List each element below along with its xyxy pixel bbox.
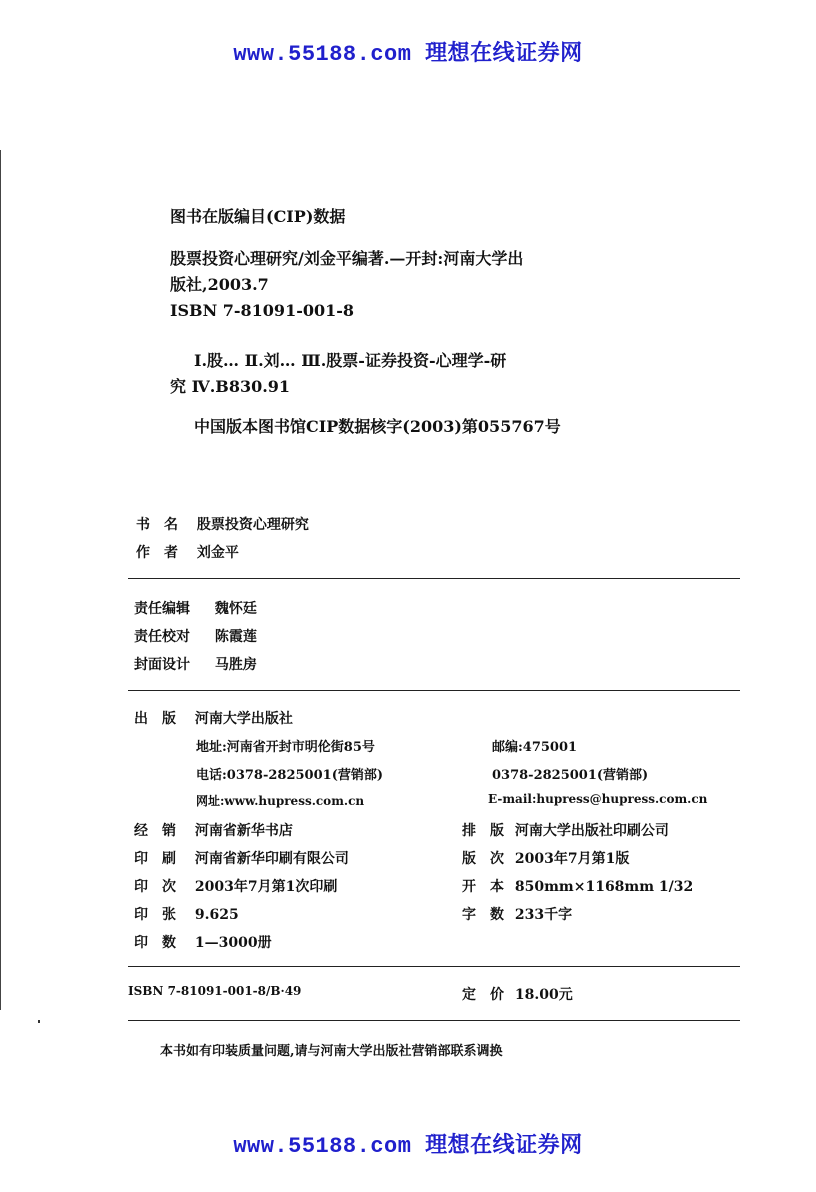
design-label: 封面设计	[134, 657, 190, 673]
printer-label: 印 刷	[134, 851, 176, 867]
divider	[128, 690, 740, 691]
design: 马胜房	[214, 657, 257, 673]
cip-block	[170, 246, 730, 324]
cip-line1: 股票投资心理研究/刘金平编著.—开封:河南大学出	[170, 249, 524, 268]
price-row	[462, 984, 573, 1004]
format-row	[462, 876, 693, 896]
watermark-site: 理想在线证券网	[425, 41, 583, 66]
book-author-row	[136, 542, 239, 562]
cip-subjects	[170, 348, 730, 400]
printer-row	[134, 848, 349, 868]
copies-label: 印 数	[134, 935, 176, 951]
typeset-row	[462, 820, 669, 840]
words-label: 字 数	[462, 907, 504, 923]
proof: 陈霞莲	[214, 629, 257, 645]
divider	[128, 966, 740, 967]
watermark-url: www.55188.com	[233, 42, 412, 67]
publisher-phone2: 0378-2825001(营销部)	[492, 768, 649, 783]
distributor-label: 经 销	[134, 823, 176, 839]
publisher-row	[134, 708, 293, 728]
book-title: 股票投资心理研究	[196, 517, 309, 533]
watermark-site: 理想在线证券网	[425, 1133, 583, 1158]
print-row	[134, 876, 337, 896]
publisher-postcode: 邮编:475001	[492, 740, 578, 755]
typeset-label: 排 版	[462, 823, 504, 839]
price-label: 定 价	[462, 987, 504, 1003]
publisher-phone: 电话:0378-2825001(营销部)	[196, 768, 383, 783]
cip-line4: Ⅰ.股… Ⅱ.刘… Ⅲ.股票-证券投资-心理学-研	[194, 351, 507, 370]
cip-line5: 究 Ⅳ.B830.91	[170, 377, 291, 396]
printer: 河南省新华印刷有限公司	[194, 851, 349, 867]
isbn-code: ISBN 7-81091-001-8/B·49	[128, 984, 302, 998]
editor-label: 责任编辑	[134, 601, 190, 617]
publisher-name: 河南大学出版社	[194, 711, 293, 727]
editor-row	[134, 598, 257, 618]
design-row	[134, 654, 257, 674]
cip-line2: 版社,2003.7	[170, 275, 269, 294]
publisher-email: E-mail:hupress@hupress.com.cn	[488, 792, 708, 806]
book-title-label: 书 名	[136, 517, 178, 533]
book-author-label: 作 者	[136, 545, 178, 561]
editor: 魏怀廷	[214, 601, 257, 617]
print: 2003年7月第1次印刷	[194, 879, 338, 895]
edition-label: 版 次	[462, 851, 504, 867]
watermark-bottom	[0, 1128, 816, 1159]
scan-speck	[38, 1020, 40, 1023]
price-value: 18.00元	[514, 987, 573, 1003]
sheets: 9.625	[194, 907, 239, 923]
divider	[128, 1020, 740, 1021]
copies: 1—3000册	[194, 935, 272, 951]
left-margin-line	[0, 150, 1, 1010]
book-title-row	[136, 514, 309, 534]
print-label: 印 次	[134, 879, 176, 895]
cip-line3: ISBN 7-81091-001-8	[170, 301, 355, 320]
edition-row	[462, 848, 629, 868]
edition: 2003年7月第1版	[514, 851, 630, 867]
watermark-url: www.55188.com	[233, 1134, 412, 1159]
format: 850mm×1168mm 1/32	[514, 879, 694, 895]
copies-row	[134, 932, 272, 952]
proof-label: 责任校对	[134, 629, 190, 645]
typeset: 河南大学出版社印刷公司	[514, 823, 669, 839]
words-row	[462, 904, 572, 924]
words: 233千字	[514, 907, 573, 923]
divider	[128, 578, 740, 579]
proof-row	[134, 626, 257, 646]
quality-notice: 本书如有印装质量问题,请与河南大学出版社营销部联系调换	[160, 1044, 503, 1059]
sheets-row	[134, 904, 239, 924]
publisher-website: 网址:www.hupress.com.cn	[196, 794, 365, 808]
publisher-address: 地址:河南省开封市明伦街85号	[196, 740, 375, 755]
watermark-top	[0, 36, 816, 67]
publisher-label: 出 版	[134, 711, 176, 727]
sheets-label: 印 张	[134, 907, 176, 923]
cip-line6: 中国版本图书馆CIP数据核字(2003)第055767号	[194, 417, 561, 436]
book-author: 刘金平	[196, 545, 239, 561]
format-label: 开 本	[462, 879, 504, 895]
cip-heading: 图书在版编目(CIP)数据	[170, 207, 346, 226]
distributor: 河南省新华书店	[194, 823, 293, 839]
distributor-row	[134, 820, 293, 840]
